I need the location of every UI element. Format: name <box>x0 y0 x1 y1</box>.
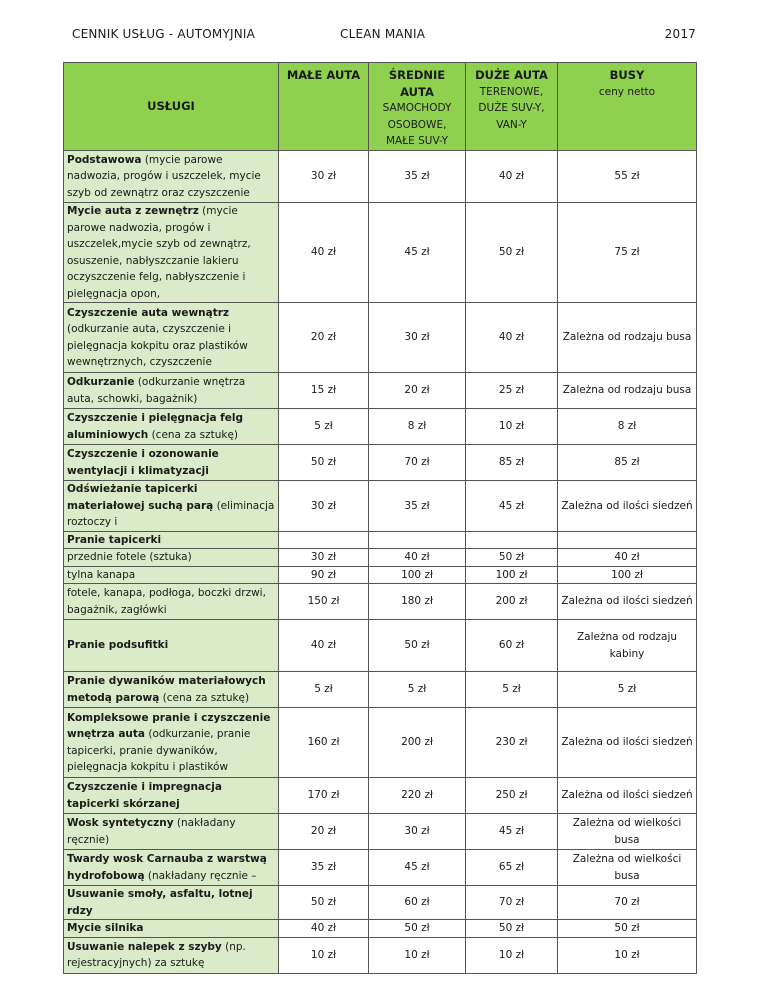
table-row <box>64 531 697 549</box>
service-title: Kompleksowe pranie i czyszczenie wnętrza auta <box>67 711 271 740</box>
price-cell: 70 zł <box>558 886 697 920</box>
service-name-cell <box>64 151 279 203</box>
service-title: Odświeżanie tapicerki materiałowej suchą parą <box>67 483 214 512</box>
price-cell: 20 zł <box>369 373 466 409</box>
price-cell: 85 zł <box>466 445 558 481</box>
price-cell: 10 zł <box>369 937 466 973</box>
price-cell: 40 zł <box>466 151 558 203</box>
price-cell: 5 zł <box>558 672 697 708</box>
service-name-cell <box>64 937 279 973</box>
table-row <box>64 886 697 920</box>
price-cell: 20 zł <box>279 814 369 850</box>
price-cell: 35 zł <box>369 151 466 203</box>
price-cell: 5 zł <box>279 409 369 445</box>
header-year: 2017 <box>664 27 696 41</box>
service-name-cell <box>64 778 279 814</box>
service-title: Odkurzanie <box>67 376 135 388</box>
price-cell: 25 zł <box>466 373 558 409</box>
price-cell: 70 zł <box>466 886 558 920</box>
service-description: przednie fotele (sztuka) <box>67 551 192 563</box>
col-large-title: DUŻE AUTA <box>475 68 548 82</box>
service-name-cell <box>64 481 279 532</box>
price-cell: 35 zł <box>279 850 369 886</box>
service-name-cell <box>64 620 279 672</box>
price-cell: 5 zł <box>369 672 466 708</box>
table-row <box>64 584 697 620</box>
price-cell: Zależna od wielkości busa <box>558 814 697 850</box>
service-title: Usuwanie smoły, asfaltu, lotnej rdzy <box>67 888 253 917</box>
price-cell: 10 zł <box>279 937 369 973</box>
service-description: (cena za sztukę) <box>159 691 250 704</box>
table-row <box>64 920 697 938</box>
col-header-large <box>466 63 558 151</box>
service-title: Czyszczenie i impregnacja tapicerki skórzanej <box>67 781 222 810</box>
table-row <box>64 850 697 886</box>
service-name-cell <box>64 920 279 938</box>
price-cell: 100 zł <box>466 566 558 584</box>
table-row <box>64 708 697 778</box>
price-cell: 8 zł <box>558 409 697 445</box>
service-description: tylna kanapa <box>67 568 136 581</box>
price-table <box>63 62 697 974</box>
price-cell: 45 zł <box>466 814 558 850</box>
price-cell: 45 zł <box>369 850 466 886</box>
price-cell: 200 zł <box>466 584 558 620</box>
service-name-cell <box>64 850 279 886</box>
price-cell: 55 zł <box>558 151 697 203</box>
table-row <box>64 566 697 584</box>
service-description: (mycie parowe nadwozia, progów i uszczelek, mycie szyb od zewnątrz oraz czyszczenie <box>67 153 261 199</box>
price-cell: 65 zł <box>466 850 558 886</box>
price-cell: 220 zł <box>369 778 466 814</box>
service-name-cell <box>64 584 279 620</box>
service-name-cell <box>64 549 279 567</box>
price-cell: 50 zł <box>466 549 558 567</box>
price-cell: 8 zł <box>369 409 466 445</box>
price-cell: 50 zł <box>369 620 466 672</box>
col-header-services: USŁUGI <box>64 63 279 151</box>
price-cell: 45 zł <box>369 203 466 303</box>
price-cell: 40 zł <box>369 549 466 567</box>
service-name-cell <box>64 531 279 549</box>
price-cell: 70 zł <box>369 445 466 481</box>
price-cell: 50 zł <box>279 886 369 920</box>
price-cell: 180 zł <box>369 584 466 620</box>
table-row <box>64 481 697 532</box>
table-row <box>64 937 697 973</box>
table-row <box>64 303 697 373</box>
price-cell: 170 zł <box>279 778 369 814</box>
price-cell: 40 zł <box>279 920 369 938</box>
col-small-title: MAŁE AUTA <box>286 68 361 82</box>
service-name-cell <box>64 303 279 373</box>
service-title: Mycie auta z zewnętrz <box>67 205 199 217</box>
service-name-cell <box>64 708 279 778</box>
price-cell: 30 zł <box>369 814 466 850</box>
service-title: Usuwanie nalepek z szyby <box>67 940 222 953</box>
price-cell: Zależna od rodzaju busa <box>558 373 697 409</box>
price-cell: 50 zł <box>558 920 697 938</box>
col-bus-title: BUSY <box>609 68 645 82</box>
service-description: (cena za sztukę) <box>148 428 239 441</box>
table-row <box>64 373 697 409</box>
price-cell <box>279 531 369 549</box>
table-row <box>64 778 697 814</box>
price-cell: 40 zł <box>279 620 369 672</box>
price-cell: 15 zł <box>279 373 369 409</box>
service-description: (odkurzanie wnętrza auta, schowki, bagażnik) <box>67 376 246 405</box>
service-title: Mycie silnika <box>67 922 144 934</box>
price-cell: 5 zł <box>466 672 558 708</box>
service-description: fotele, kanapa, podłoga, boczki drzwi, bagażnik, zagłówki <box>67 587 266 616</box>
price-cell: 230 zł <box>466 708 558 778</box>
price-cell: 50 zł <box>279 445 369 481</box>
table-row <box>64 151 697 203</box>
price-cell: 40 zł <box>279 203 369 303</box>
price-cell: Zależna od rodzaju kabiny <box>558 620 697 672</box>
service-name-cell <box>64 814 279 850</box>
service-title: Pranie dywaników materiałowych metodą parową <box>67 675 266 704</box>
service-description: (eliminacja roztoczy i <box>67 499 275 528</box>
service-description: (nakładany ręcznie) <box>67 817 236 846</box>
price-cell: 10 zł <box>466 409 558 445</box>
service-description: (nakładany ręcznie – <box>144 869 257 882</box>
price-cell: 20 zł <box>279 303 369 373</box>
service-name-cell <box>64 445 279 481</box>
price-cell: 85 zł <box>558 445 697 481</box>
price-cell: Zależna od ilości siedzeń <box>558 708 697 778</box>
service-name-cell <box>64 672 279 708</box>
table-row <box>64 620 697 672</box>
price-cell: 90 zł <box>279 566 369 584</box>
header-left-title: CENNIK USŁUG - AUTOMYJNIA <box>72 27 256 41</box>
table-row <box>64 672 697 708</box>
service-description: (mycie parowe nadwozia, progów i uszczelek,mycie szyb od zewnątrz, osuszenie, nabłyszczanie lakieru oczyszczenie felg, nabłyszczenie i pielęgnacja opon, <box>67 205 251 300</box>
service-title: Pranie tapicerki <box>67 533 162 546</box>
price-cell: 40 zł <box>466 303 558 373</box>
table-row <box>64 814 697 850</box>
price-cell: 250 zł <box>466 778 558 814</box>
price-cell <box>466 531 558 549</box>
service-title: Pranie podsufitki <box>67 639 169 652</box>
col-header-bus <box>558 63 697 151</box>
col-bus-sub: ceny netto <box>598 85 656 98</box>
service-description: (odkurzanie auta, czyszczenie i pielęgnacja kokpitu oraz plastików wewnętrznych, czyszczenie <box>67 323 248 368</box>
service-name-cell <box>64 373 279 409</box>
price-cell: 60 zł <box>369 886 466 920</box>
col-medium-sub: SAMOCHODY OSOBOWE, MAŁE SUV-Y <box>382 102 452 147</box>
price-cell: 10 zł <box>558 937 697 973</box>
price-cell: 35 zł <box>369 481 466 532</box>
service-title: Czyszczenie i ozonowanie wentylacji i klimatyzacji <box>67 448 219 477</box>
service-title: Twardy wosk Carnauba z warstwą hydrofobową <box>67 853 267 882</box>
service-title: Czyszczenie auta wewnątrz <box>67 306 230 319</box>
service-name-cell <box>64 409 279 445</box>
price-cell: 150 zł <box>279 584 369 620</box>
price-cell: 60 zł <box>466 620 558 672</box>
price-cell: 30 zł <box>279 549 369 567</box>
price-cell: 30 zł <box>369 303 466 373</box>
service-name-cell <box>64 566 279 584</box>
table-row <box>64 445 697 481</box>
service-name-cell <box>64 886 279 920</box>
table-row <box>64 409 697 445</box>
service-title: Podstawowa <box>67 153 142 166</box>
price-cell: 100 zł <box>558 566 697 584</box>
price-cell: 50 zł <box>466 920 558 938</box>
service-title: Wosk syntetyczny <box>67 817 174 829</box>
price-cell: Zależna od wielkości busa <box>558 850 697 886</box>
table-row <box>64 203 697 303</box>
service-title: Czyszczenie i pielęgnacja felg aluminiowych <box>67 412 243 441</box>
col-header-small <box>279 63 369 151</box>
price-cell: 5 zł <box>279 672 369 708</box>
price-cell <box>369 531 466 549</box>
header-company-name: CLEAN MANIA <box>340 27 426 41</box>
price-cell: Zależna od ilości siedzeń <box>558 584 697 620</box>
table-row <box>64 549 697 567</box>
price-cell: 75 zł <box>558 203 697 303</box>
price-cell: 100 zł <box>369 566 466 584</box>
price-cell: 50 zł <box>369 920 466 938</box>
price-cell: 160 zł <box>279 708 369 778</box>
price-cell: Zależna od rodzaju busa <box>558 303 697 373</box>
col-large-sub: TERENOWE, DUŻE SUV-Y, VAN-Y <box>478 85 545 131</box>
service-name-cell <box>64 203 279 303</box>
service-description: (np. rejestracyjnych) za sztukę <box>67 940 246 969</box>
price-cell: 40 zł <box>558 549 697 567</box>
col-header-medium <box>369 63 466 151</box>
price-cell: Zależna od ilości siedzeń <box>558 481 697 532</box>
price-cell: 45 zł <box>466 481 558 532</box>
price-cell: Zależna od ilości siedzeń <box>558 778 697 814</box>
price-cell: 30 zł <box>279 151 369 203</box>
price-cell <box>558 531 697 549</box>
price-cell: 10 zł <box>466 937 558 973</box>
price-cell: 200 zł <box>369 708 466 778</box>
price-cell: 50 zł <box>466 203 558 303</box>
service-description: (odkurzanie, pranie tapicerki, pranie dywaników, pielęgnacja kokpitu i plastików <box>67 728 251 773</box>
price-cell: 30 zł <box>279 481 369 532</box>
col-medium-title: ŚREDNIE AUTA <box>388 68 446 99</box>
